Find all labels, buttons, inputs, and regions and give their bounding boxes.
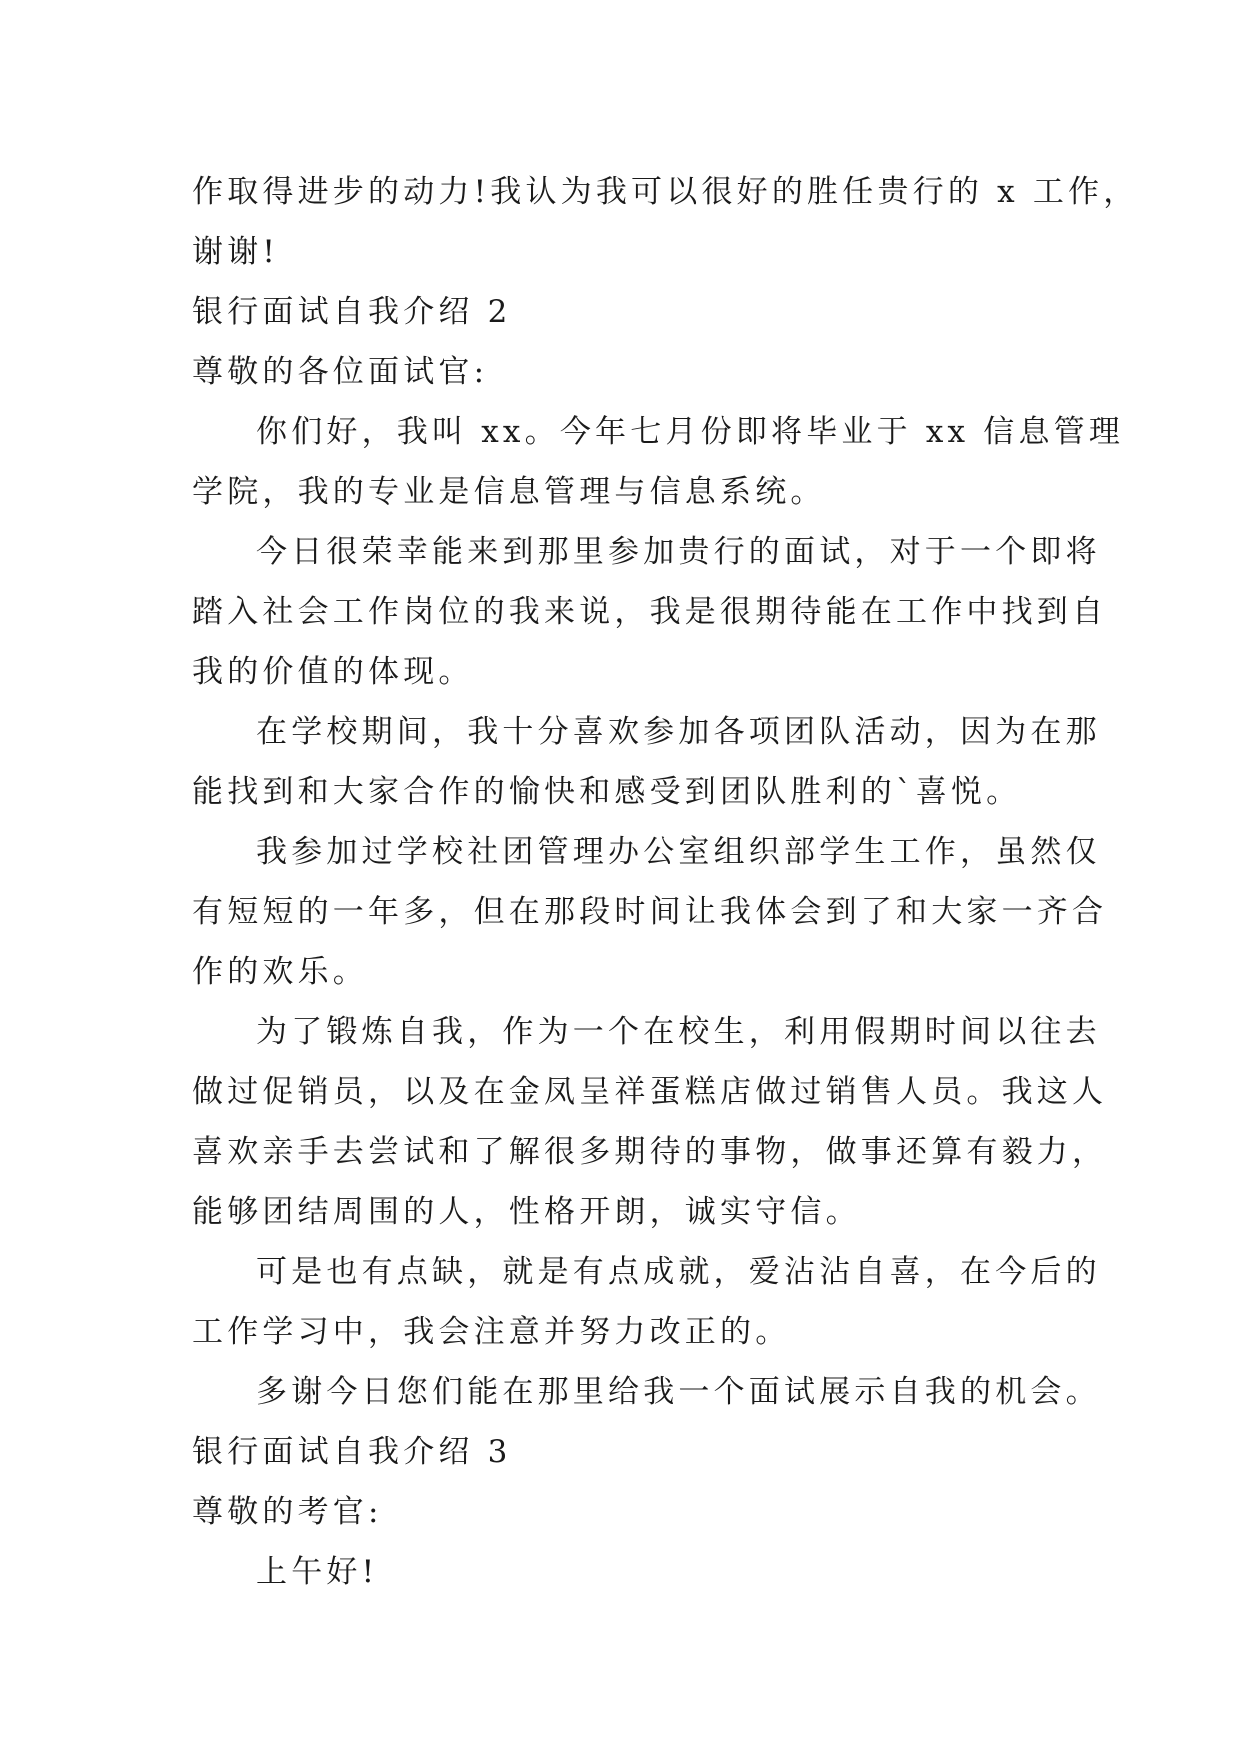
text-line: 作的欢乐。 bbox=[192, 954, 368, 990]
text-line: 谢谢! bbox=[192, 234, 280, 270]
text-line: 能找到和大家合作的愉快和感受到团队胜利的`喜悦。 bbox=[192, 774, 1022, 810]
text-line: 工作学习中，我会注意并努力改正的。 bbox=[192, 1314, 791, 1350]
text-line: 银行面试自我介绍 2 bbox=[192, 294, 512, 330]
document-body bbox=[192, 162, 1139, 1602]
text-line: 上午好! bbox=[256, 1554, 379, 1590]
text-line: 可是也有点缺，就是有点成就，爱沾沾自喜，在今后的 bbox=[256, 1254, 1101, 1290]
text-line: 做过促销员，以及在金凤呈祥蛋糕店做过销售人员。我这人 bbox=[192, 1074, 1108, 1110]
text-line: 多谢今日您们能在那里给我一个面试展示自我的机会。 bbox=[256, 1374, 1101, 1410]
text-line: 踏入社会工作岗位的我来说，我是很期待能在工作中找到自 bbox=[192, 594, 1108, 630]
text-line: 今日很荣幸能来到那里参加贵行的面试，对于一个即将 bbox=[256, 534, 1101, 570]
text-line: 作取得进步的动力!我认为我可以很好的胜任贵行的 x 工作， bbox=[192, 174, 1139, 210]
text-line: 尊敬的考官: bbox=[192, 1494, 383, 1530]
text-line: 有短短的一年多，但在那段时间让我体会到了和大家一齐合 bbox=[192, 894, 1108, 930]
text-line: 在学校期间，我十分喜欢参加各项团队活动，因为在那 bbox=[256, 714, 1101, 750]
text-line: 喜欢亲手去尝试和了解很多期待的事物，做事还算有毅力， bbox=[192, 1134, 1108, 1170]
text-line: 我参加过学校社团管理办公室组织部学生工作，虽然仅 bbox=[256, 834, 1101, 870]
text-line: 为了锻炼自我，作为一个在校生，利用假期时间以往去 bbox=[256, 1014, 1101, 1050]
text-line: 我的价值的体现。 bbox=[192, 654, 474, 690]
text-line: 学院，我的专业是信息管理与信息系统。 bbox=[192, 474, 826, 510]
text-line: 银行面试自我介绍 3 bbox=[192, 1434, 512, 1470]
text-line: 能够团结周围的人，性格开朗，诚实守信。 bbox=[192, 1194, 861, 1230]
text-line: 尊敬的各位面试官: bbox=[192, 354, 489, 390]
text-line: 你们好，我叫 xx。今年七月份即将毕业于 xx 信息管理 bbox=[256, 414, 1125, 450]
